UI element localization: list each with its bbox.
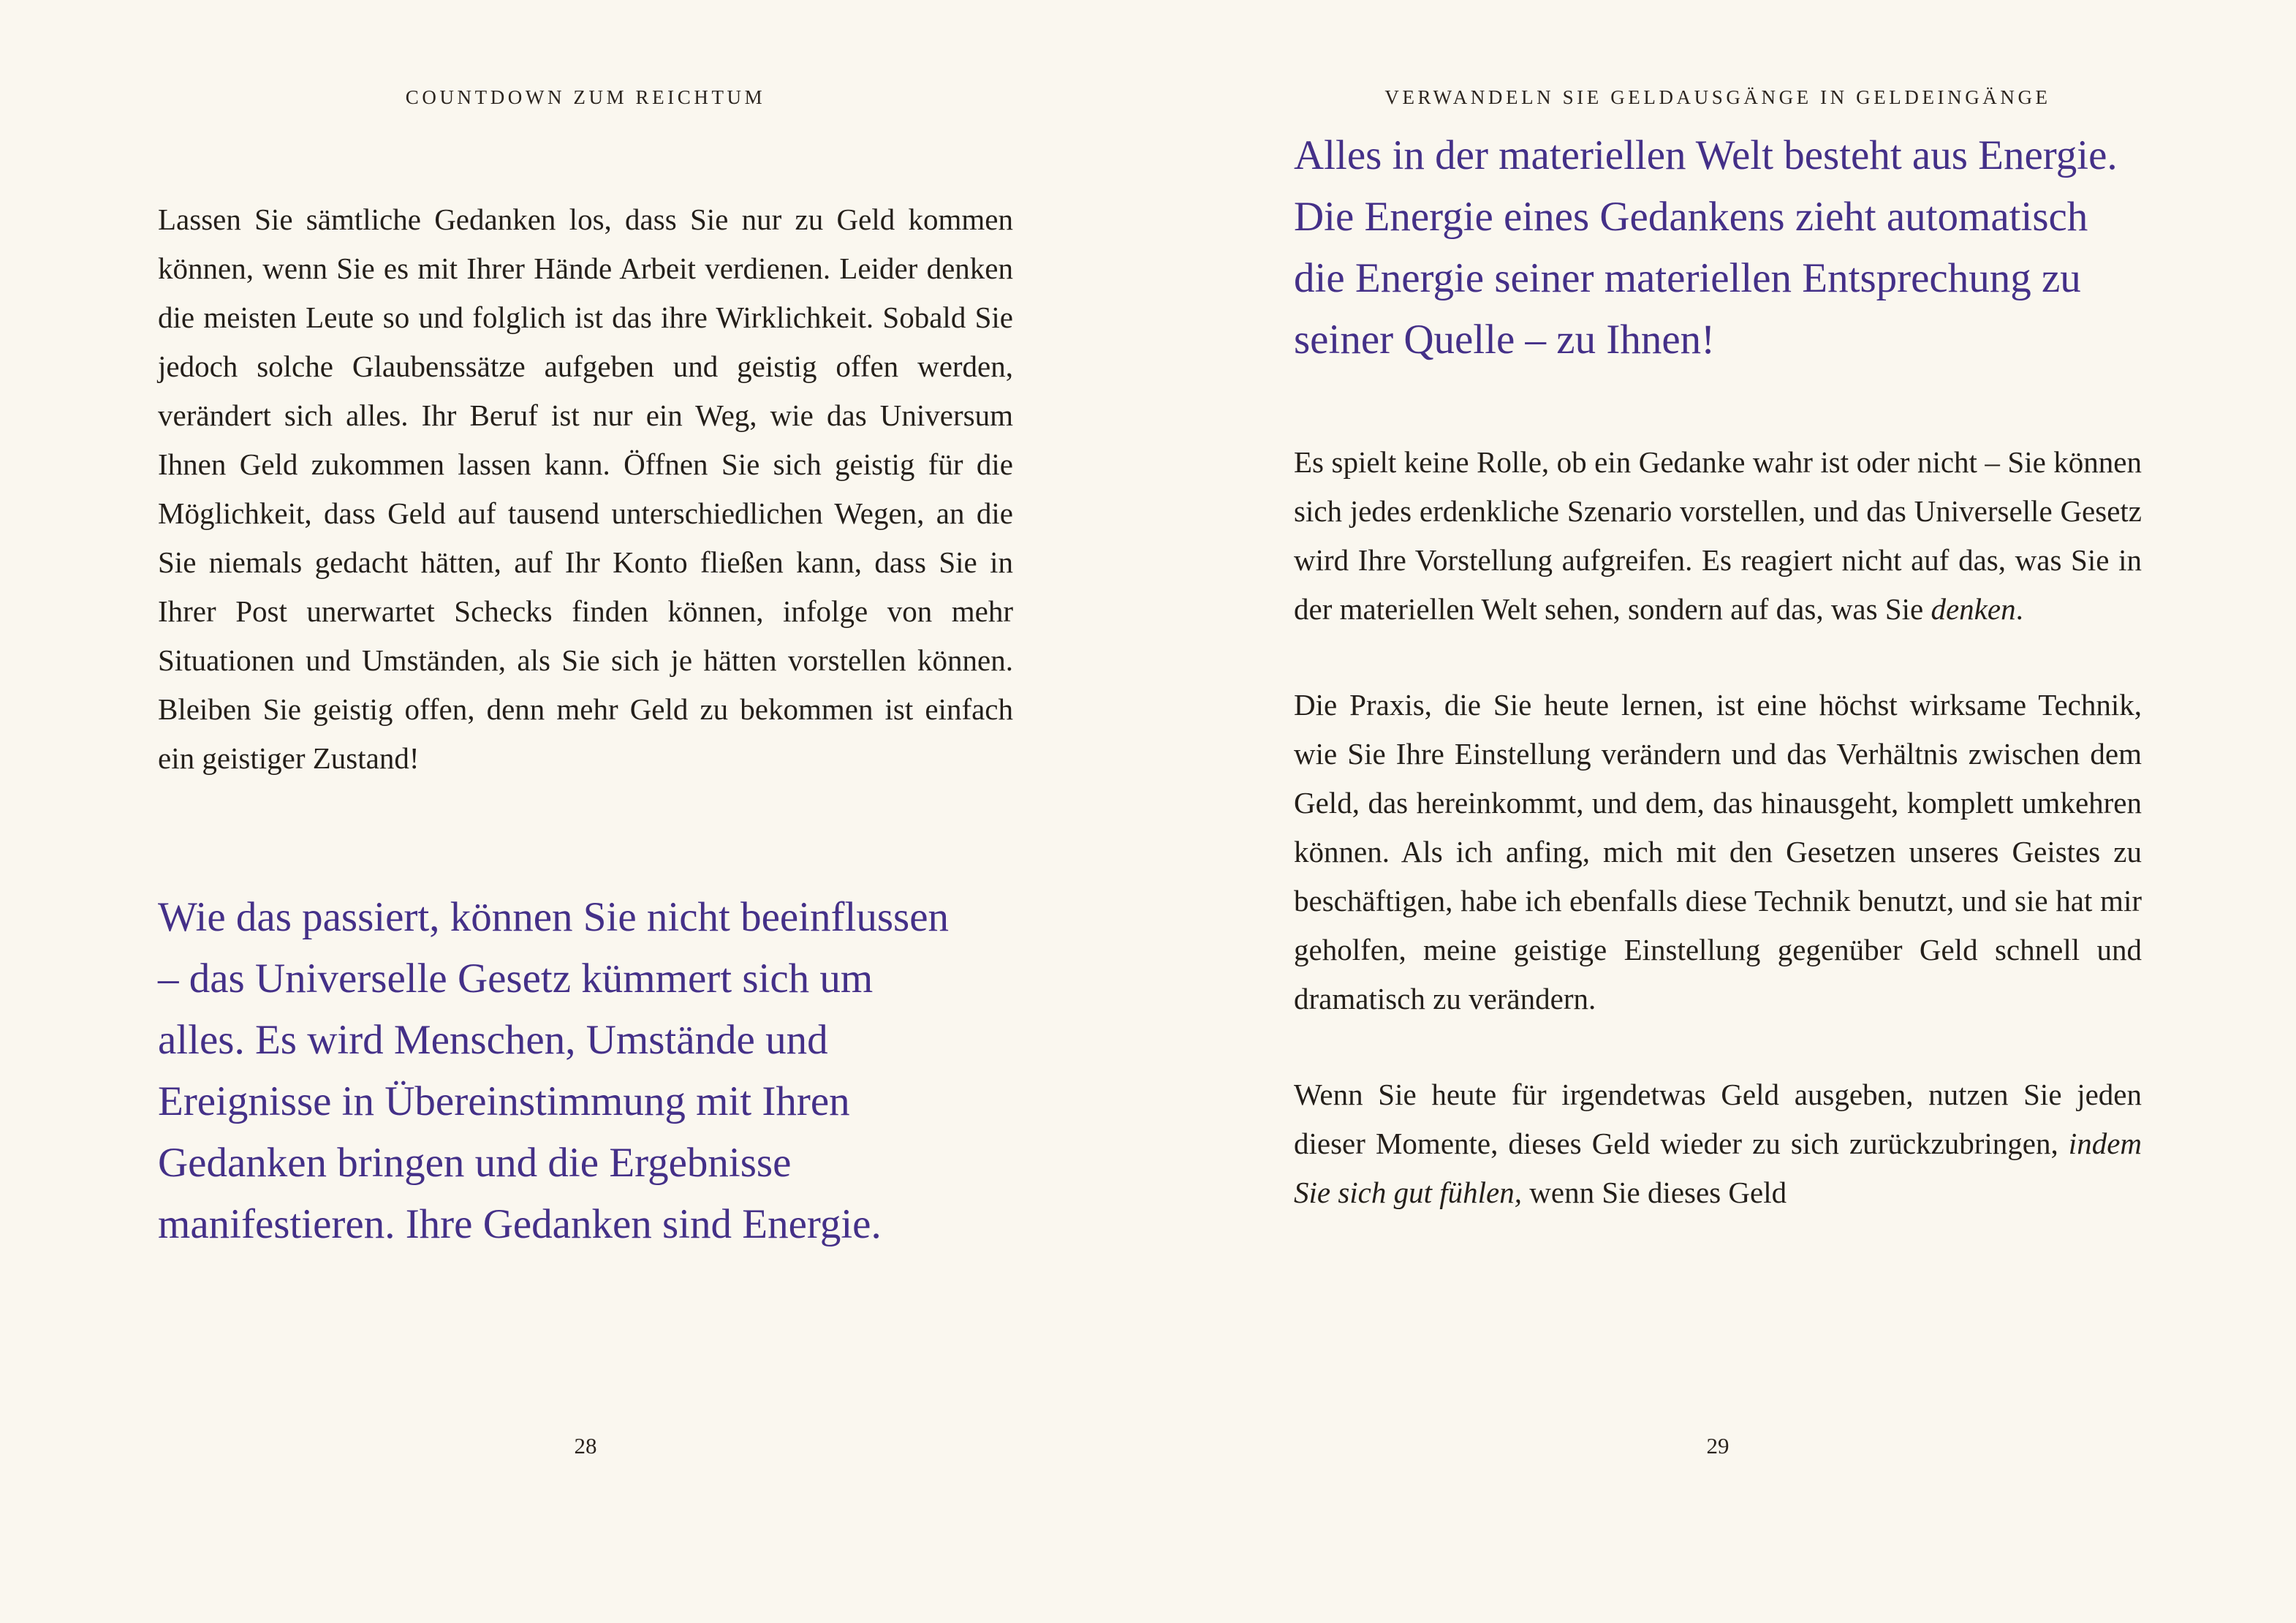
left-running-header: COUNTDOWN ZUM REICHTUM [405,86,766,108]
right-body-paragraph-1 [1294,438,2142,634]
right-pull-quote: Alles in der materiellen Welt besteht aus Energie. Die Energie eines Gedankens zieht automatisch die Energie seiner materiellen Entsprechung zu seiner Quelle – zu Ihnen! [1294,132,2118,363]
right-page-number: 29 [1706,1433,1729,1459]
paragraph-text: Wenn Sie heute für irgendetwas Geld ausgeben, nutzen Sie jeden dieser Momente, dieses Geld wieder zu sich zurückzubringen, [1294,1078,2142,1160]
right-running-header: VERWANDELN SIE GELDAUSGÄNGE IN GELDEINGÄNGE [1384,86,2051,108]
paragraph-text: Es spielt keine Rolle, ob ein Gedanke wahr ist oder nicht – Sie können sich jedes erdenkliche Szenario vorstellen, und das Universelle Gesetz wird Ihre Vorstellung aufgreifen. Es reagiert nicht auf das, was Sie in der materiellen Welt sehen, sondern auf das, was Sie [1294,445,2142,626]
paragraph-text: wenn Sie dieses Geld [1522,1176,1787,1209]
paragraph-italic-text: indem Sie sich gut fühlen, [1294,1127,2142,1209]
left-page-content [158,0,1013,1255]
left-page-number: 28 [574,1433,597,1459]
right-body-paragraph-2: Die Praxis, die Sie heute lernen, ist eine höchst wirksame Technik, wie Sie Ihre Einstellung verändern und das Verhältnis zwischen dem Geld, das hereinkommt, und dem, das hinausgeht, komplett umkehren können. Als ich anfing, mich mit den Gesetzen unseres Geistes zu beschäftigen, habe ich ebenfalls diese Technik benutzt, und sie hat mir geholfen, meine geistige Einstellung gegenüber Geld schnell und dramatisch zu verändern. [1294,688,2142,1015]
right-page-content [1294,0,2142,1217]
right-page [1148,0,2295,1623]
left-pull-quote: Wie das passiert, können Sie nicht beeinflussen – das Universelle Gesetz kümmert sich um alles. Es wird Menschen, Umstände und Ereignisse in Übereinstimmung mit Ihren Gedanken bringen und die Ergebnisse manifestieren. Ihre Gedanken sind Energie. [158,894,950,1247]
right-body-paragraph-3 [1294,1070,2142,1217]
paragraph-italic-text: denken [1931,592,2016,626]
left-body-paragraph: Lassen Sie sämtliche Gedanken los, dass Sie nur zu Geld kommen können, wenn Sie es mit Ihrer Hände Arbeit verdienen. Leider denken die meisten Leute so und folglich ist das ihre Wirklichkeit. Sobald Sie jedoch solche Glaubenssätze aufgeben und geistig offen werden, verändert sich alles. Ihr Beruf ist nur ein Weg, wie das Universum Ihnen Geld zukommen lassen kann. Öffnen Sie sich geistig für die Möglichkeit, dass Geld auf tausend unterschiedlichen Wegen, an die Sie niemals gedacht hätten, auf Ihr Konto fließen kann, dass Sie in Ihrer Post unerwartet Schecks finden können, infolge von mehr Situationen und Umständen, als Sie sich je hätten vorstellen können. Bleiben Sie geistig offen, denn mehr Geld zu bekommen ist einfach ein geistiger Zustand! [158,203,1013,775]
paragraph-text: . [2015,592,2023,626]
